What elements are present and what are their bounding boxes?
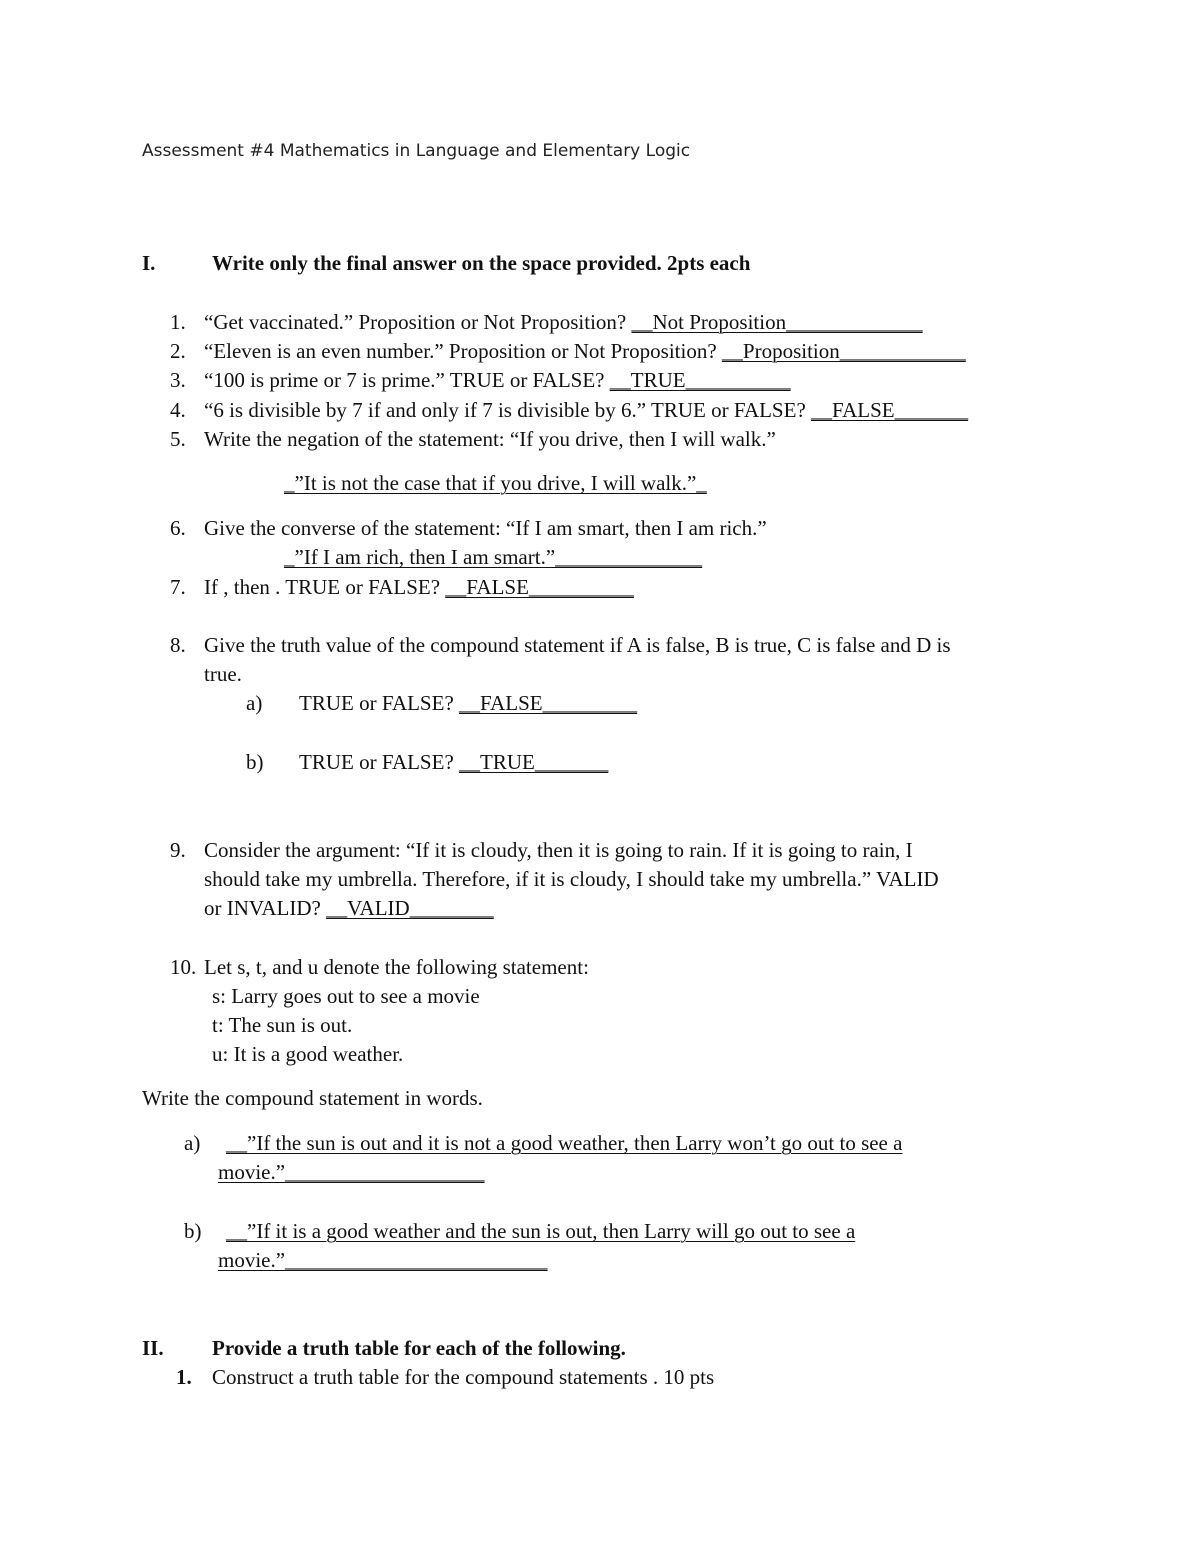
q1-text: “Get vaccinated.” Proposition or Not Proposition? (204, 310, 632, 334)
q8b-answer: __TRUE_______ (459, 750, 609, 774)
q10-s-definition: s: Larry goes out to see a movie (212, 984, 480, 1008)
q3-answer: __TRUE__________ (609, 368, 791, 392)
q6-number: 6. (170, 516, 186, 540)
q10-t-definition: t: The sun is out. (212, 1013, 353, 1037)
q7-number: 7. (170, 575, 186, 599)
q8-text-line1: Give the truth value of the compound statement if A is false, B is true, C is false and D is (204, 633, 951, 657)
q3-item (204, 370, 791, 391)
q10b-label: b) (184, 1219, 202, 1243)
q8a-text: TRUE or FALSE? (299, 691, 460, 715)
q6-answer: _”If I am rich, then I am smart.”______________ (284, 545, 703, 569)
q1-answer: __Not Proposition_____________ (631, 310, 923, 334)
s2-q1-number: 1. (176, 1365, 192, 1389)
q2-item (204, 341, 966, 362)
q8b-text: TRUE or FALSE? (299, 750, 460, 774)
q10b-answer-line1: __”If it is a good weather and the sun is out, then Larry will go out to see a (226, 1219, 856, 1243)
q2-answer: __Proposition____________ (721, 339, 966, 363)
q10-text: Let s, t, and u denote the following statement: (204, 955, 589, 979)
section-1-numeral: I. (142, 251, 156, 275)
q4-answer: __FALSE_______ (811, 398, 969, 422)
q2-text: “Eleven is an even number.” Proposition or Not Proposition? (204, 339, 722, 363)
q9-number: 9. (170, 838, 186, 862)
section-2-heading: Provide a truth table for each of the following. (212, 1336, 626, 1360)
q9-line3-item (204, 898, 494, 919)
q8b-label: b) (246, 750, 264, 774)
q5-answer: _”It is not the case that if you drive, I will walk.”_ (284, 471, 707, 495)
q7-item (204, 577, 634, 598)
q6-text: Give the converse of the statement: “If I am smart, then I am rich.” (204, 516, 767, 540)
q3-text: “100 is prime or 7 is prime.” TRUE or FALSE? (204, 368, 610, 392)
s2-q1-text: Construct a truth table for the compound statements . 10 pts (212, 1365, 715, 1389)
q9-line1: Consider the argument: “If it is cloudy, then it is going to rain. If it is going to rain, I (204, 838, 913, 862)
q3-number: 3. (170, 368, 186, 392)
q8a-label: a) (246, 691, 263, 715)
q10a-answer-line2: movie.”___________________ (218, 1160, 485, 1184)
q9-line3: or INVALID? (204, 896, 327, 920)
q8-text-line2: true. (204, 662, 242, 686)
q9-line2: should take my umbrella. Therefore, if it is cloudy, I should take my umbrella.” VALID (204, 867, 939, 891)
q1-number: 1. (170, 310, 186, 334)
q7-answer: __FALSE__________ (445, 575, 634, 599)
q4-number: 4. (170, 398, 186, 422)
q10a-answer-line1: __”If the sun is out and it is not a good weather, then Larry won’t go out to see a (226, 1131, 903, 1155)
q10b-answer-line2: movie.”_________________________ (218, 1248, 548, 1272)
q10-number: 10. (170, 955, 197, 979)
q10-instruction: Write the compound statement in words. (142, 1086, 483, 1110)
q2-number: 2. (170, 339, 186, 363)
section-1-heading: Write only the final answer on the space provided. 2pts each (212, 251, 751, 275)
q8-number: 8. (170, 633, 186, 657)
q9-answer: __VALID________ (326, 896, 494, 920)
q4-item (204, 400, 968, 421)
q10a-label: a) (184, 1131, 201, 1155)
q8a-answer: __FALSE_________ (459, 691, 638, 715)
q10-u-definition: u: It is a good weather. (212, 1042, 404, 1066)
q7-text: If , then . TRUE or FALSE? (204, 575, 446, 599)
q8a-item (299, 693, 637, 714)
page-title: Assessment #4 Mathematics in Language and Elementary Logic (142, 141, 691, 161)
q1-item (204, 312, 923, 333)
section-2-numeral: II. (142, 1336, 164, 1360)
q5-number: 5. (170, 427, 186, 451)
q4-text: “6 is divisible by 7 if and only if 7 is divisible by 6.” TRUE or FALSE? (204, 398, 812, 422)
q5-text: Write the negation of the statement: “If you drive, then I will walk.” (204, 427, 776, 451)
q8b-item (299, 752, 608, 773)
